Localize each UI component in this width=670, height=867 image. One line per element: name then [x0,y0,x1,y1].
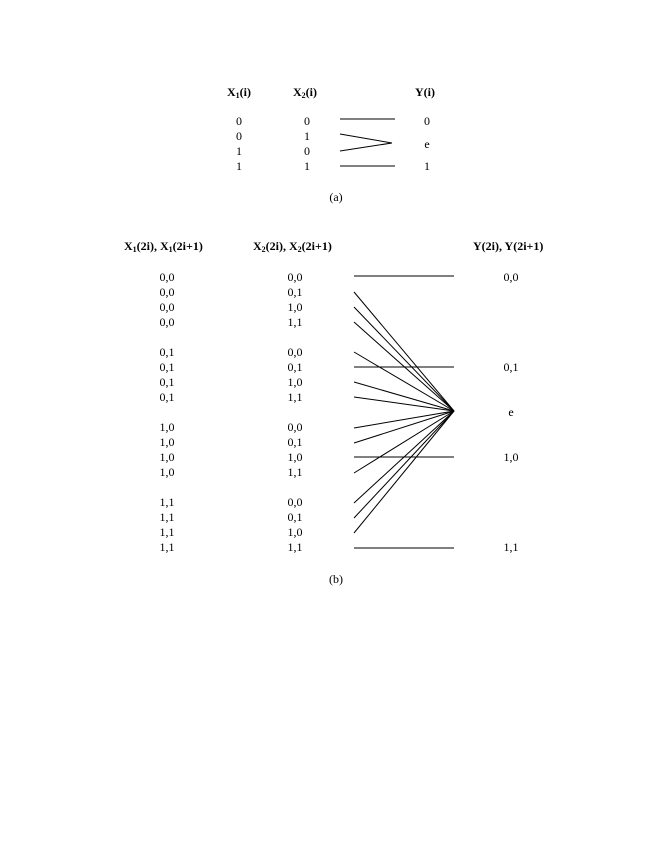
b-x2-value: 1,1 [287,465,303,479]
b-x1-value: 1,0 [159,435,175,449]
channel-lines-b [354,276,454,548]
a-x2-value: 0 [304,114,310,128]
b-x1-value: 0,0 [159,270,175,284]
b-x1-value: 1,1 [159,510,175,524]
a-x1-value: 1 [236,159,242,173]
b-x2-value: 0,1 [287,360,303,374]
b-x1-value: 0,1 [159,375,175,389]
b-x2-value: 0,0 [287,345,303,359]
b-x2-value: 0,0 [287,495,303,509]
b-x1-value: 1,1 [159,525,175,539]
b-x2-value: 0,0 [287,420,303,434]
b-x2-value: 1,1 [287,315,303,329]
b-x2-value: 1,0 [287,375,303,389]
b-y-value: e [508,405,514,419]
b-x1-value: 1,1 [159,540,175,554]
b-header-y: Y(2i), Y(2i+1) [473,239,544,253]
channel-line [354,411,454,533]
a-x1-value: 0 [236,129,242,143]
b-x2-value: 0,0 [287,270,303,284]
a-x2-value: 0 [304,144,310,158]
channel-line [354,292,454,411]
channel-line [340,143,392,151]
a-x1-value: 1 [236,144,242,158]
b-x2-value: 1,0 [287,300,303,314]
b-x1-value: 0,0 [159,300,175,314]
channel-line [354,411,454,518]
b-x2-value: 1,1 [287,390,303,404]
a-x2-value: 1 [304,159,310,173]
b-x1-value: 1,1 [159,495,175,509]
channel-lines-a [340,119,395,166]
channel-line [340,134,392,143]
b-x1-value: 1,0 [159,420,175,434]
channel-line [354,411,454,428]
channel-line [354,352,454,411]
channel-line [354,411,454,443]
b-x1-value: 1,0 [159,465,175,479]
channel-line [354,322,454,411]
b-x1-value: 0,0 [159,315,175,329]
caption-a: (a) [329,190,343,204]
b-x1-value: 0,1 [159,360,175,374]
b-y-value: 0,1 [503,360,519,374]
a-header-x1: $X_1(i)$ [227,85,251,100]
b-x1-value: 0,1 [159,390,175,404]
channel-line [354,382,454,411]
b-header-x1: $X_1(2i)$, $X_1(2i+1)$ [124,239,203,254]
a-x1-value: 0 [236,114,242,128]
channel-line [354,411,454,503]
b-x1-value: 0,1 [159,345,175,359]
b-y-value: 1,1 [503,540,519,554]
b-x1-value: 1,0 [159,450,175,464]
b-x2-value: 1,1 [287,540,303,554]
a-y-value: e [424,137,430,151]
b-header-x2: $X_2(2i)$, $X_2(2i+1)$ [253,239,332,254]
b-x2-value: 1,0 [287,450,303,464]
b-x2-value: 0,1 [287,435,303,449]
b-y-value: 0,0 [503,270,519,284]
b-x2-value: 0,1 [287,285,303,299]
b-x2-value: 1,0 [287,525,303,539]
channel-line [354,397,454,411]
channel-line [354,411,454,473]
a-header-y: Y(i) [415,85,435,99]
caption-b: (b) [329,572,343,586]
a-header-x2: $X_2(i)$ [293,85,317,100]
a-y-value: 0 [424,114,430,128]
a-x2-value: 1 [304,129,310,143]
b-x2-value: 0,1 [287,510,303,524]
b-y-value: 1,0 [503,450,519,464]
channel-line [354,307,454,411]
a-y-value: 1 [424,159,430,173]
b-x1-value: 0,0 [159,285,175,299]
